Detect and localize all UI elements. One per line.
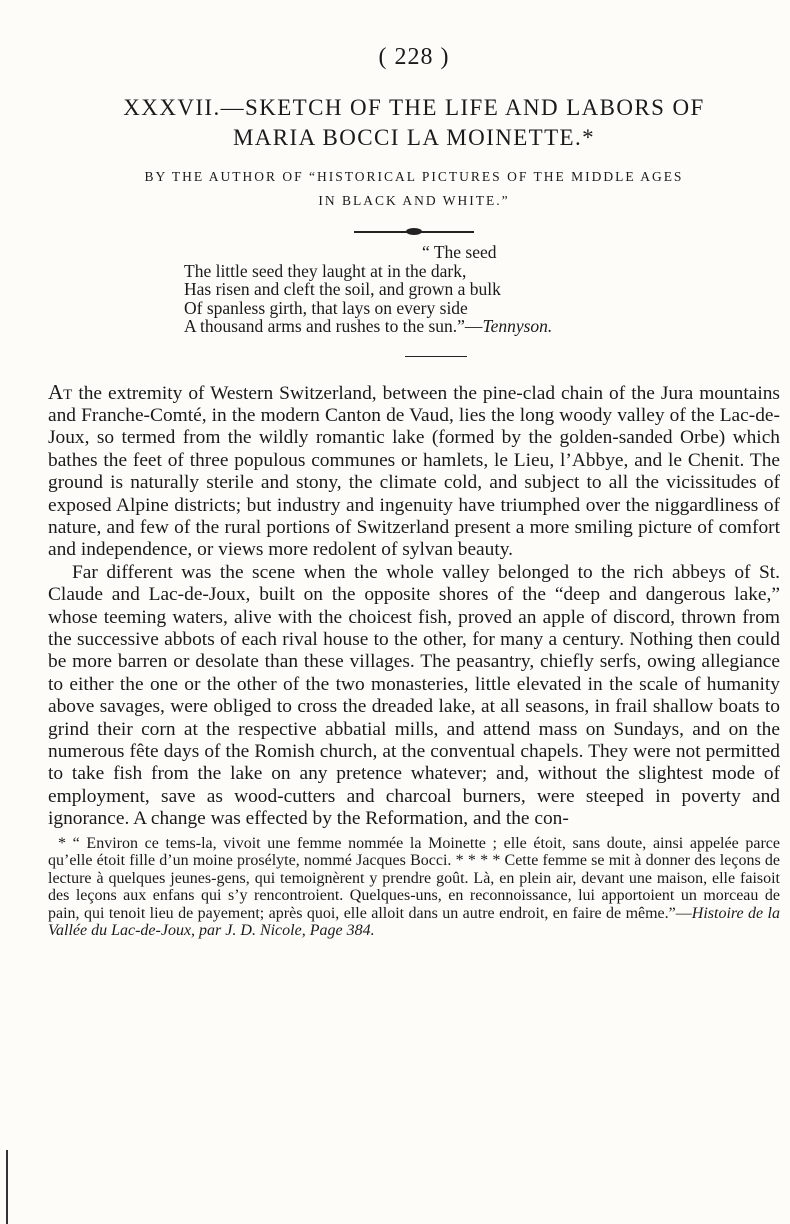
epigraph-attribution: Tennyson. xyxy=(482,316,553,336)
byline-line-2: IN BLACK AND WHITE.” xyxy=(318,193,510,208)
paragraph-lead: At xyxy=(48,379,73,404)
byline-line-1: BY THE AUTHOR OF “HISTORICAL PICTURES OF THE MIDDLE AGES xyxy=(144,169,684,184)
epigraph-line: “ The seed xyxy=(422,242,497,262)
epigraph-line xyxy=(184,317,780,336)
epigraph xyxy=(184,243,780,336)
byline xyxy=(48,165,780,213)
title-line-1: XXXVII.—SKETCH OF THE LIFE AND LABORS OF xyxy=(123,95,705,120)
paragraph xyxy=(48,381,780,562)
footnote-text: * “ Environ ce tems-la, vivoit une femme nommée la Moinette ; elle étoit, sans doute, ainsi appelée parce qu’elle étoit fille d’un moine prosélyte, nommé Jacques Bocci. * * * * Cette femme se mit à donner des leçons de lecture à quelques jeunes-gens, qui temoignèrent y prendre goût. Là, en plein air, devant une maison, elle faisoit des leçons aux enfans qui s’y rencontroient. Quelques-uns, en reconnoissance, lui apportoient un morceau de pain, qui tenoit lieu de payement; après quoi, elle alloit dans un autre endroit, en faire de même.”— xyxy=(48,834,780,922)
page xyxy=(48,44,780,940)
article-body xyxy=(48,381,780,831)
epigraph-line-text: A thousand arms and rushes to the sun.”— xyxy=(184,316,483,336)
title-line-2: MARIA BOCCI LA MOINETTE.* xyxy=(232,125,596,150)
footnote-source: Histoire de la Vallée du Lac-de-Joux, par J. D. Nicole, Page 384. xyxy=(48,904,780,940)
page-number: ( 228 ) xyxy=(378,44,450,70)
paragraph-text: the extremity of Western Switzerland, between the pine-clad chain of the Jura mountains and Franche-Comté, in the modern Canton de Vaud, lies the long woody valley of the Lac-de-Joux, so termed from the wildly romantic lake (formed by the golden-sanded Orbe) which bathes the feet of three populous communes or hamlets, le Lieu, l’Abbye, and le Chenit. The ground is naturally sterile and stony, the climate cold, and subject to all the vicissitudes of exposed Alpine districts; but industry and ingenuity have triumphed over the niggardliness of nature, and few of the rural portions of Switzerland present a more smiling picture of comfort and independence, or views more redolent of sylvan beauty. xyxy=(48,382,780,561)
epigraph-line: Has risen and cleft the soil, and grown a bulk xyxy=(184,279,501,299)
footnote xyxy=(48,835,780,940)
paragraph: Far different was the scene when the whole valley belonged to the rich abbeys of St. Claude and Lac-de-Joux, built on the opposite shores of the “deep and dangerous lake,” whose teeming waters, alive with the choicest fish, proved an apple of discord, thrown from the successive abbots of each rival house to the other, for many a century. Nothing then could be more barren or desolate than these villages. The peasantry, chiefly serfs, owing allegiance to either the one or the other of the two monasteries, little elevated in the scale of humanity above savages, were obliged to cross the dreaded lake, at all seasons, in frail shallow boats to grind their corn at the respective abbatial mills, and attend mass on Sundays, and on the numerous fête days of the Romish church, at the conventual chapels. They were not permitted to take fish from the lake on any pretence whatever; and, without the slightest mode of employment, save as wood-cutters and charcoal burners, were steeped in poverty and ignorance. A change was effected by the Reformation, and the con- xyxy=(48,561,780,830)
article-title xyxy=(48,93,780,153)
epigraph-line: Of spanless girth, that lays on every side xyxy=(184,297,468,318)
epigraph-line: The little seed they laught at in the dark, xyxy=(184,260,467,281)
divider xyxy=(405,356,467,357)
margin-line xyxy=(6,1150,8,1224)
ornamental-divider xyxy=(354,227,474,237)
